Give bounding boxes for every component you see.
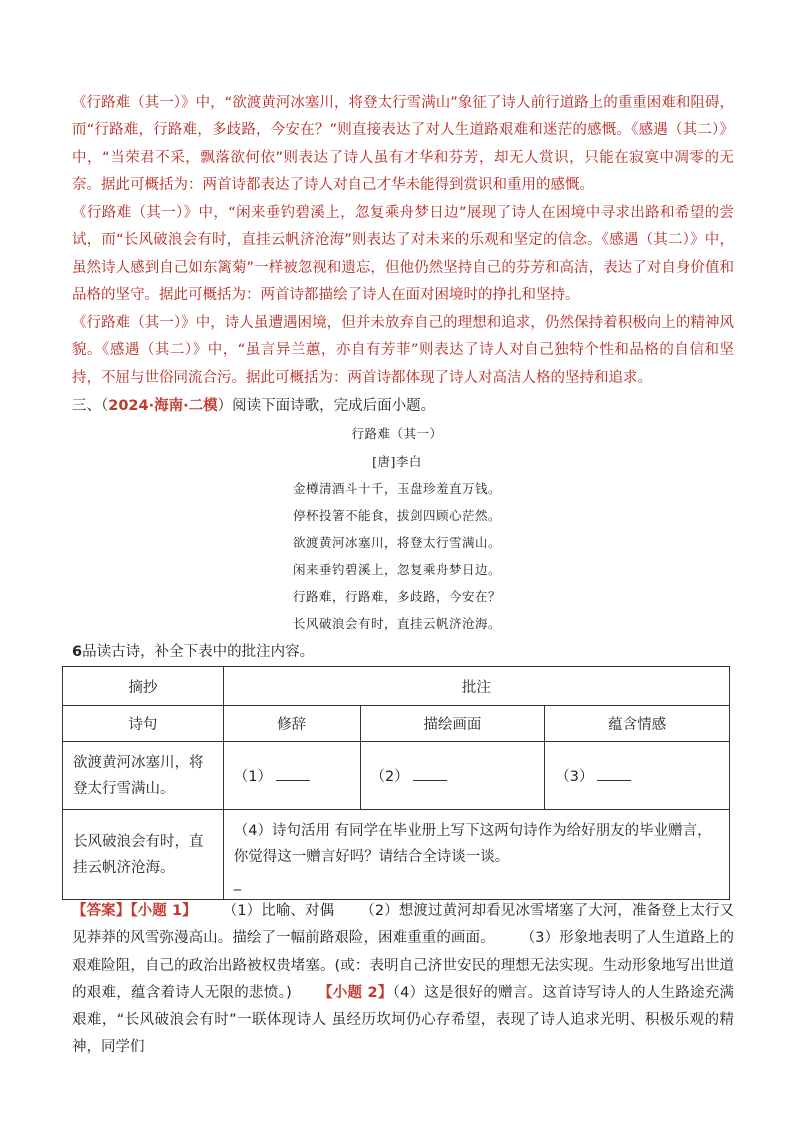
- poem-title: 行路难（其一）: [351, 426, 443, 441]
- answer-section: [72, 898, 734, 1062]
- section-3-prefix: 三、（: [72, 398, 109, 414]
- verse-cell-2: 长风破浪会有时，直挂云帆济沧海。: [63, 810, 224, 900]
- analysis-paragraph-1: 《行路难（其一）》中，“欲渡黄河冰塞川，将登太行雪满山”象征了诗人前行道路上的重重困难和阻碍，而“行路难，行路难，多歧路，今安在？”则直接表达了对人生道路艰难和迷茫的感慨。《感遇（其二）》中，“当荣君不采，飘落欲何依”则表达了诗人虽有才华和芬芳，却无人赏识，只能在寂寞中凋零的无奈。据此可概括为：两首诗都表达了诗人对自己才华未能得到赏识和重用的感慨。: [72, 95, 734, 193]
- answer-1: （1）比喻、对偶: [222, 903, 335, 919]
- verse-cell-1: 欲渡黄河冰塞川，将登太行雪满山。: [63, 742, 224, 810]
- header-annotation: 批注: [223, 667, 729, 706]
- header-excerpt: 摘抄: [63, 667, 224, 706]
- blank-3-label: （3）: [555, 769, 594, 785]
- annotation-table: [62, 666, 730, 900]
- poem-line-4: 闲来垂钓碧溪上，忽复乘舟梦日边。: [292, 562, 501, 577]
- analysis-paragraph-3: 《行路难（其一）》中，诗人虽遭遇困境，但并未放弃自己的理想和追求，仍然保持着积极向上的精神风貌。《感遇（其二）》中，“虽言异兰蕙，亦自有芳菲”则表达了诗人对自己独特个性和品格的自信和坚持，不屈与世俗同流合污。据此可概括为：两首诗都体现了诗人对高洁人格的坚持和追求。: [72, 315, 734, 386]
- poem-line-1: 金樽清酒斗十千，玉盘珍羞直万钱。: [292, 481, 501, 496]
- answer-tag-1: 【答案】【小题 1】: [72, 903, 197, 919]
- scene-cell: [360, 742, 545, 810]
- blank-3-answer-line[interactable]: [597, 766, 631, 781]
- question-4-prompt: （4）诗句活用 有同学在毕业册上写下这两句诗作为给好朋友的毕业赠言，你觉得这一赠言好吗？请结合全诗谈一谈。: [233, 822, 712, 865]
- section-3-source: 2024·海南·二模: [108, 398, 218, 414]
- table-header-row-2: [63, 706, 730, 742]
- answer-3: （3）形象地表明了人生道路上的艰难险阻，自己的政治出路被权贵堵塞。(或：表明自己济世安民的理想无法实现。生动形象地写出世道的艰难，蕴含着诗人无限的悲愤。): [72, 930, 734, 1001]
- poem-line-6: 长风破浪会有时，直挂云帆济沧海。: [292, 616, 501, 631]
- blank-2-label: （2）: [370, 769, 409, 785]
- table-header-row-1: [63, 667, 730, 706]
- blank-1-answer-line[interactable]: [276, 766, 310, 781]
- header-emotion: 蕴含情感: [545, 706, 730, 742]
- blank-2-answer-line[interactable]: [413, 766, 447, 781]
- question-6-text: 品读古诗，补全下表中的批注内容。: [82, 644, 315, 660]
- header-scene: 描绘画面: [360, 706, 545, 742]
- header-verse: 诗句: [63, 706, 224, 742]
- header-rhetoric: 修辞: [223, 706, 360, 742]
- question-6: [72, 640, 314, 661]
- poem-line-2: 停杯投箸不能食，拔剑四顾心茫然。: [292, 508, 501, 523]
- analysis-paragraph-2: 《行路难（其一）》中，“闲来垂钓碧溪上，忽复乘舟梦日边”展现了诗人在困境中寻求出路和希望的尝试，而“长风破浪会有时，直挂云帆济沧海”则表达了对未来的乐观和坚定的信念。《感遇（其二）》中，虽然诗人感到自己如东篱菊”一样被忽视和遗忘，但他仍然坚持自己的芬芳和高洁，表达了对自身价值和品格的坚守。据此可概括为：两首诗都描绘了诗人在面对困境时的挣扎和坚持。: [72, 205, 734, 303]
- answer-4: （4）这是很好的赠言。这首诗写诗人的人生路途充满艰难，“长风破浪会有时”一联体现诗人 虽经历坎坷仍心存希望，表现了诗人追求光明、积极乐观的精神，同学们: [72, 984, 734, 1056]
- blank-1-label: （1）: [233, 769, 272, 785]
- question-6-number: 6: [72, 644, 83, 660]
- table-row: [63, 742, 730, 810]
- poem-author: [唐]李白: [372, 454, 422, 469]
- question-4-cell: [223, 810, 729, 900]
- section-3-heading: [72, 394, 435, 415]
- answer-2: （2）想渡过黄河却看见冰雪堵塞了大河，准备登上太行又见莽莽的风雪弥漫高山。描绘了一幅前路艰险，困难重重的画面。: [72, 903, 734, 947]
- emotion-cell: [545, 742, 730, 810]
- rhetoric-cell: [223, 742, 360, 810]
- table-row: [63, 810, 730, 900]
- poem-line-5: 行路难，行路难，多歧路，今安在？: [292, 589, 501, 604]
- poem-line-3: 欲渡黄河冰塞川，将登太行雪满山。: [292, 535, 501, 550]
- section-3-instruction: ）阅读下面诗歌，完成后面小题。: [217, 398, 436, 414]
- answer-tag-2: 【小题 2】: [317, 984, 393, 1001]
- question-4-answer-line[interactable]: _: [233, 874, 241, 891]
